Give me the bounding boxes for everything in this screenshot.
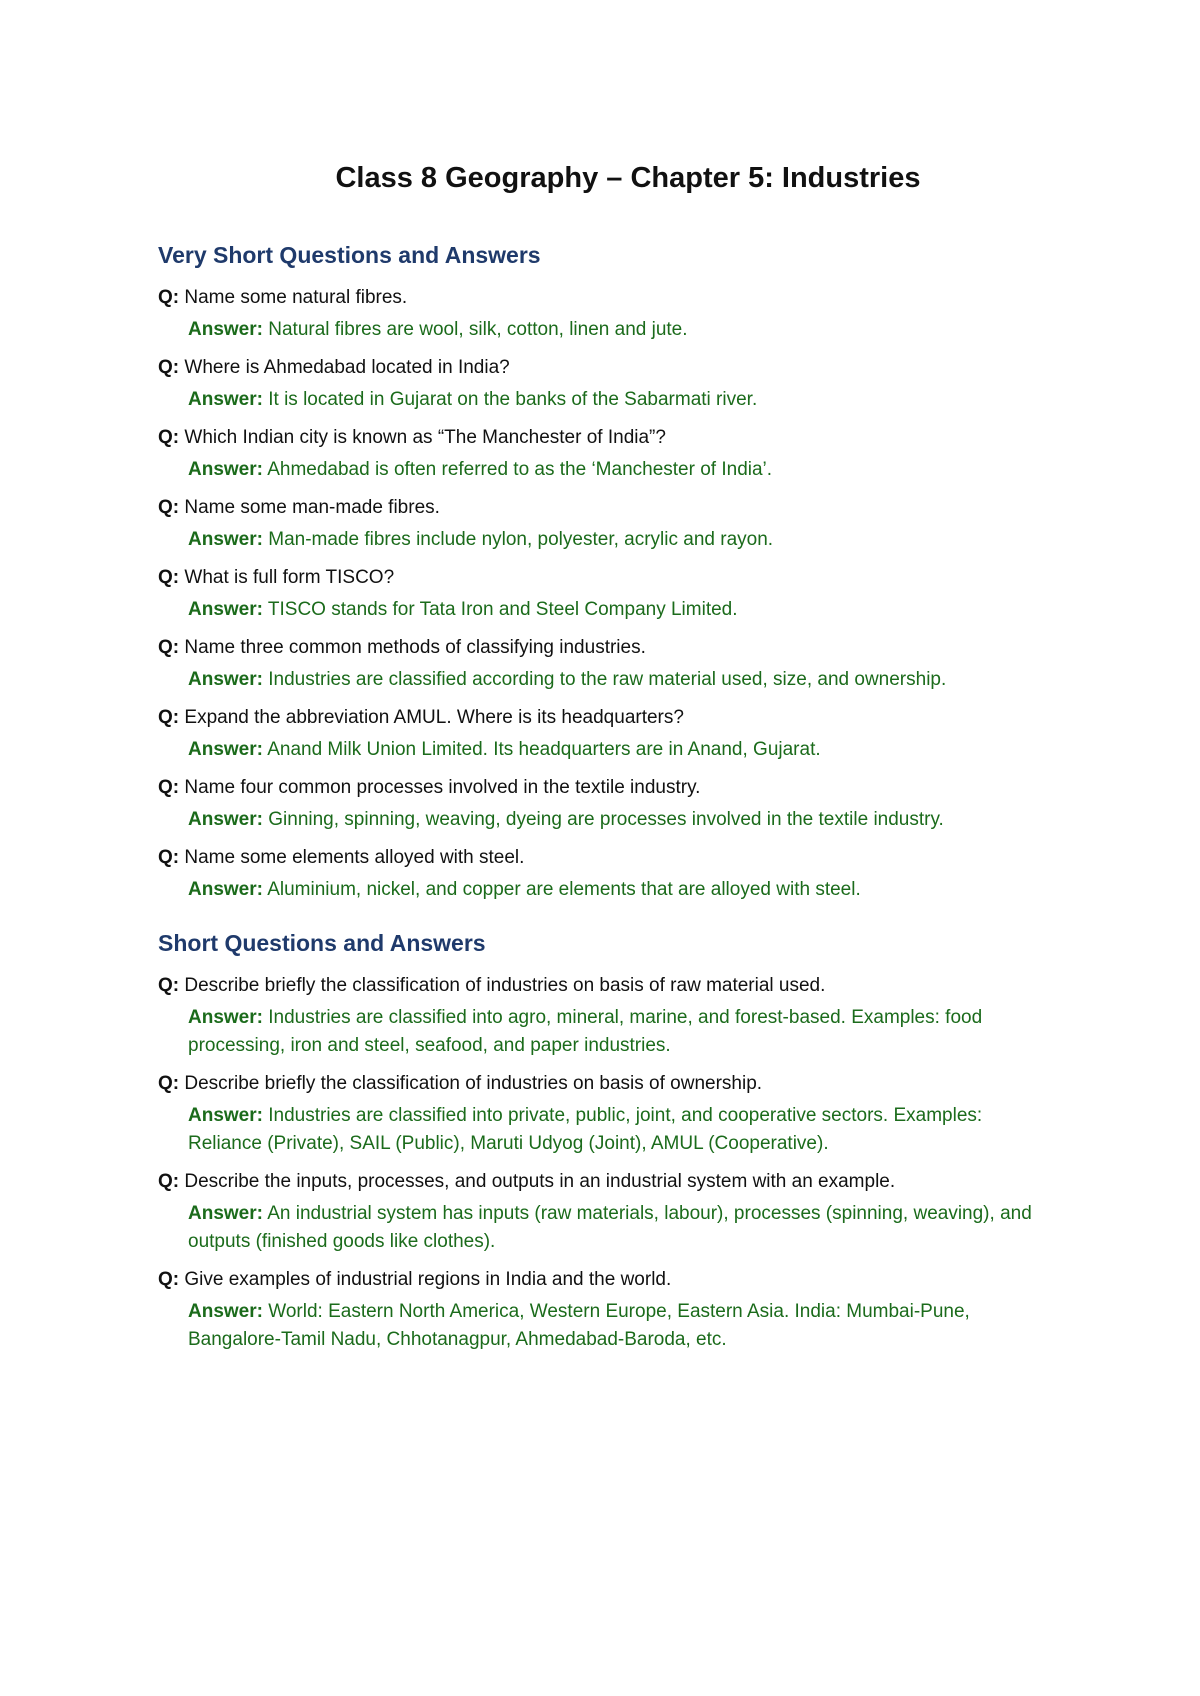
question-prefix: Q:: [158, 777, 180, 798]
question-text: Where is Ahmedabad located in India?: [184, 357, 510, 378]
question-text: Describe briefly the classification of industries on basis of raw material used.: [184, 975, 826, 996]
qa-item: [158, 1168, 1058, 1256]
qa-item: [158, 972, 1058, 1060]
answer-text: Industries are classified according to the raw material used, size, and ownership.: [268, 669, 947, 690]
qa-item: [158, 354, 1058, 414]
answer: [188, 736, 1048, 764]
question-prefix: Q:: [158, 1269, 180, 1290]
question-text: Name some man-made fibres.: [184, 497, 440, 518]
qa-item: [158, 634, 1058, 694]
question-prefix: Q:: [158, 975, 180, 996]
question-text: Describe briefly the classification of industries on basis of ownership.: [184, 1073, 763, 1094]
question: [158, 1070, 1058, 1098]
answer-text: Industries are classified into private, public, joint, and cooperative sectors. Examples: Reliance (Private), SAIL (Public), Maruti Udyog (Joint), AMUL (Cooperative).: [188, 1105, 983, 1154]
question: [158, 634, 1058, 662]
document-page: [158, 158, 1058, 1364]
question-prefix: Q:: [158, 567, 180, 588]
question-prefix: Q:: [158, 497, 180, 518]
question-prefix: Q:: [158, 847, 180, 868]
question-text: Which Indian city is known as “The Manchester of India”?: [184, 427, 666, 448]
answer-prefix: Answer:: [188, 389, 263, 410]
answer-text: Ginning, spinning, weaving, dyeing are processes involved in the textile industry.: [268, 809, 944, 830]
question-prefix: Q:: [158, 357, 180, 378]
question: [158, 704, 1058, 732]
answer-prefix: Answer:: [188, 1105, 263, 1126]
qa-item: [158, 704, 1058, 764]
answer: [188, 806, 1048, 834]
qa-item: [158, 494, 1058, 554]
answer-prefix: Answer:: [188, 1301, 263, 1322]
qa-item: [158, 564, 1058, 624]
answer-prefix: Answer:: [188, 809, 263, 830]
qa-item: [158, 1266, 1058, 1354]
answer: [188, 1298, 1048, 1354]
answer: [188, 456, 1048, 484]
answer-text: Industries are classified into agro, mineral, marine, and forest-based. Examples: food processing, iron and steel, seafood, and paper industries.: [188, 1007, 983, 1056]
question-prefix: Q:: [158, 287, 180, 308]
question-prefix: Q:: [158, 1171, 180, 1192]
question: [158, 494, 1058, 522]
answer-prefix: Answer:: [188, 1007, 263, 1028]
answer: [188, 876, 1048, 904]
answer-text: Natural fibres are wool, silk, cotton, linen and jute.: [268, 319, 688, 340]
answer-prefix: Answer:: [188, 459, 263, 480]
question-text: Give examples of industrial regions in India and the world.: [184, 1269, 672, 1290]
question-text: What is full form TISCO?: [184, 567, 395, 588]
question-prefix: Q:: [158, 427, 180, 448]
section-heading-short: Short Questions and Answers: [158, 930, 486, 956]
answer: [188, 316, 1048, 344]
answer-prefix: Answer:: [188, 599, 263, 620]
question-text: Name some natural fibres.: [184, 287, 408, 308]
answer-text: Anand Milk Union Limited. Its headquarters are in Anand, Gujarat.: [267, 739, 821, 760]
answer-text: TISCO stands for Tata Iron and Steel Company Limited.: [267, 599, 738, 620]
question-prefix: Q:: [158, 707, 180, 728]
answer: [188, 526, 1048, 554]
qa-item: [158, 844, 1058, 904]
question: [158, 424, 1058, 452]
page-title: Class 8 Geography – Chapter 5: Industries: [335, 162, 921, 194]
qa-item: [158, 424, 1058, 484]
question: [158, 972, 1058, 1000]
question-text: Expand the abbreviation AMUL. Where is its headquarters?: [184, 707, 684, 728]
question-text: Name four common processes involved in the textile industry.: [184, 777, 701, 798]
answer: [188, 1102, 1048, 1158]
answer-prefix: Answer:: [188, 1203, 263, 1224]
question: [158, 774, 1058, 802]
answer-text: An industrial system has inputs (raw materials, labour), processes (spinning, weaving), and outputs (finished goods like clothes).: [188, 1203, 1032, 1252]
answer: [188, 666, 1048, 694]
qa-item: [158, 1070, 1058, 1158]
question: [158, 1168, 1058, 1196]
answer-prefix: Answer:: [188, 669, 263, 690]
answer: [188, 386, 1048, 414]
answer-text: Man-made fibres include nylon, polyester, acrylic and rayon.: [268, 529, 774, 550]
section-heading-very-short: Very Short Questions and Answers: [158, 242, 541, 268]
qa-list-short: [158, 972, 1058, 1354]
answer-prefix: Answer:: [188, 319, 263, 340]
question: [158, 564, 1058, 592]
answer-prefix: Answer:: [188, 529, 263, 550]
question: [158, 284, 1058, 312]
qa-list-very-short: [158, 284, 1058, 904]
answer: [188, 1004, 1048, 1060]
qa-item: [158, 284, 1058, 344]
answer: [188, 596, 1048, 624]
question-prefix: Q:: [158, 1073, 180, 1094]
answer-text: World: Eastern North America, Western Europe, Eastern Asia. India: Mumbai-Pune, Bangalore-Tamil Nadu, Chhotanagpur, Ahmedabad-Baroda, etc.: [188, 1301, 970, 1350]
answer-prefix: Answer:: [188, 739, 263, 760]
qa-item: [158, 774, 1058, 834]
answer-text: Aluminium, nickel, and copper are elements that are alloyed with steel.: [267, 879, 861, 900]
question-prefix: Q:: [158, 637, 180, 658]
answer-text: It is located in Gujarat on the banks of the Sabarmati river.: [268, 389, 758, 410]
question: [158, 354, 1058, 382]
question-text: Name three common methods of classifying industries.: [184, 637, 646, 658]
answer: [188, 1200, 1048, 1256]
answer-prefix: Answer:: [188, 879, 263, 900]
question-text: Name some elements alloyed with steel.: [184, 847, 525, 868]
answer-text: Ahmedabad is often referred to as the ‘Manchester of India’.: [267, 459, 773, 480]
question-text: Describe the inputs, processes, and outputs in an industrial system with an example.: [184, 1171, 896, 1192]
question: [158, 1266, 1058, 1294]
question: [158, 844, 1058, 872]
